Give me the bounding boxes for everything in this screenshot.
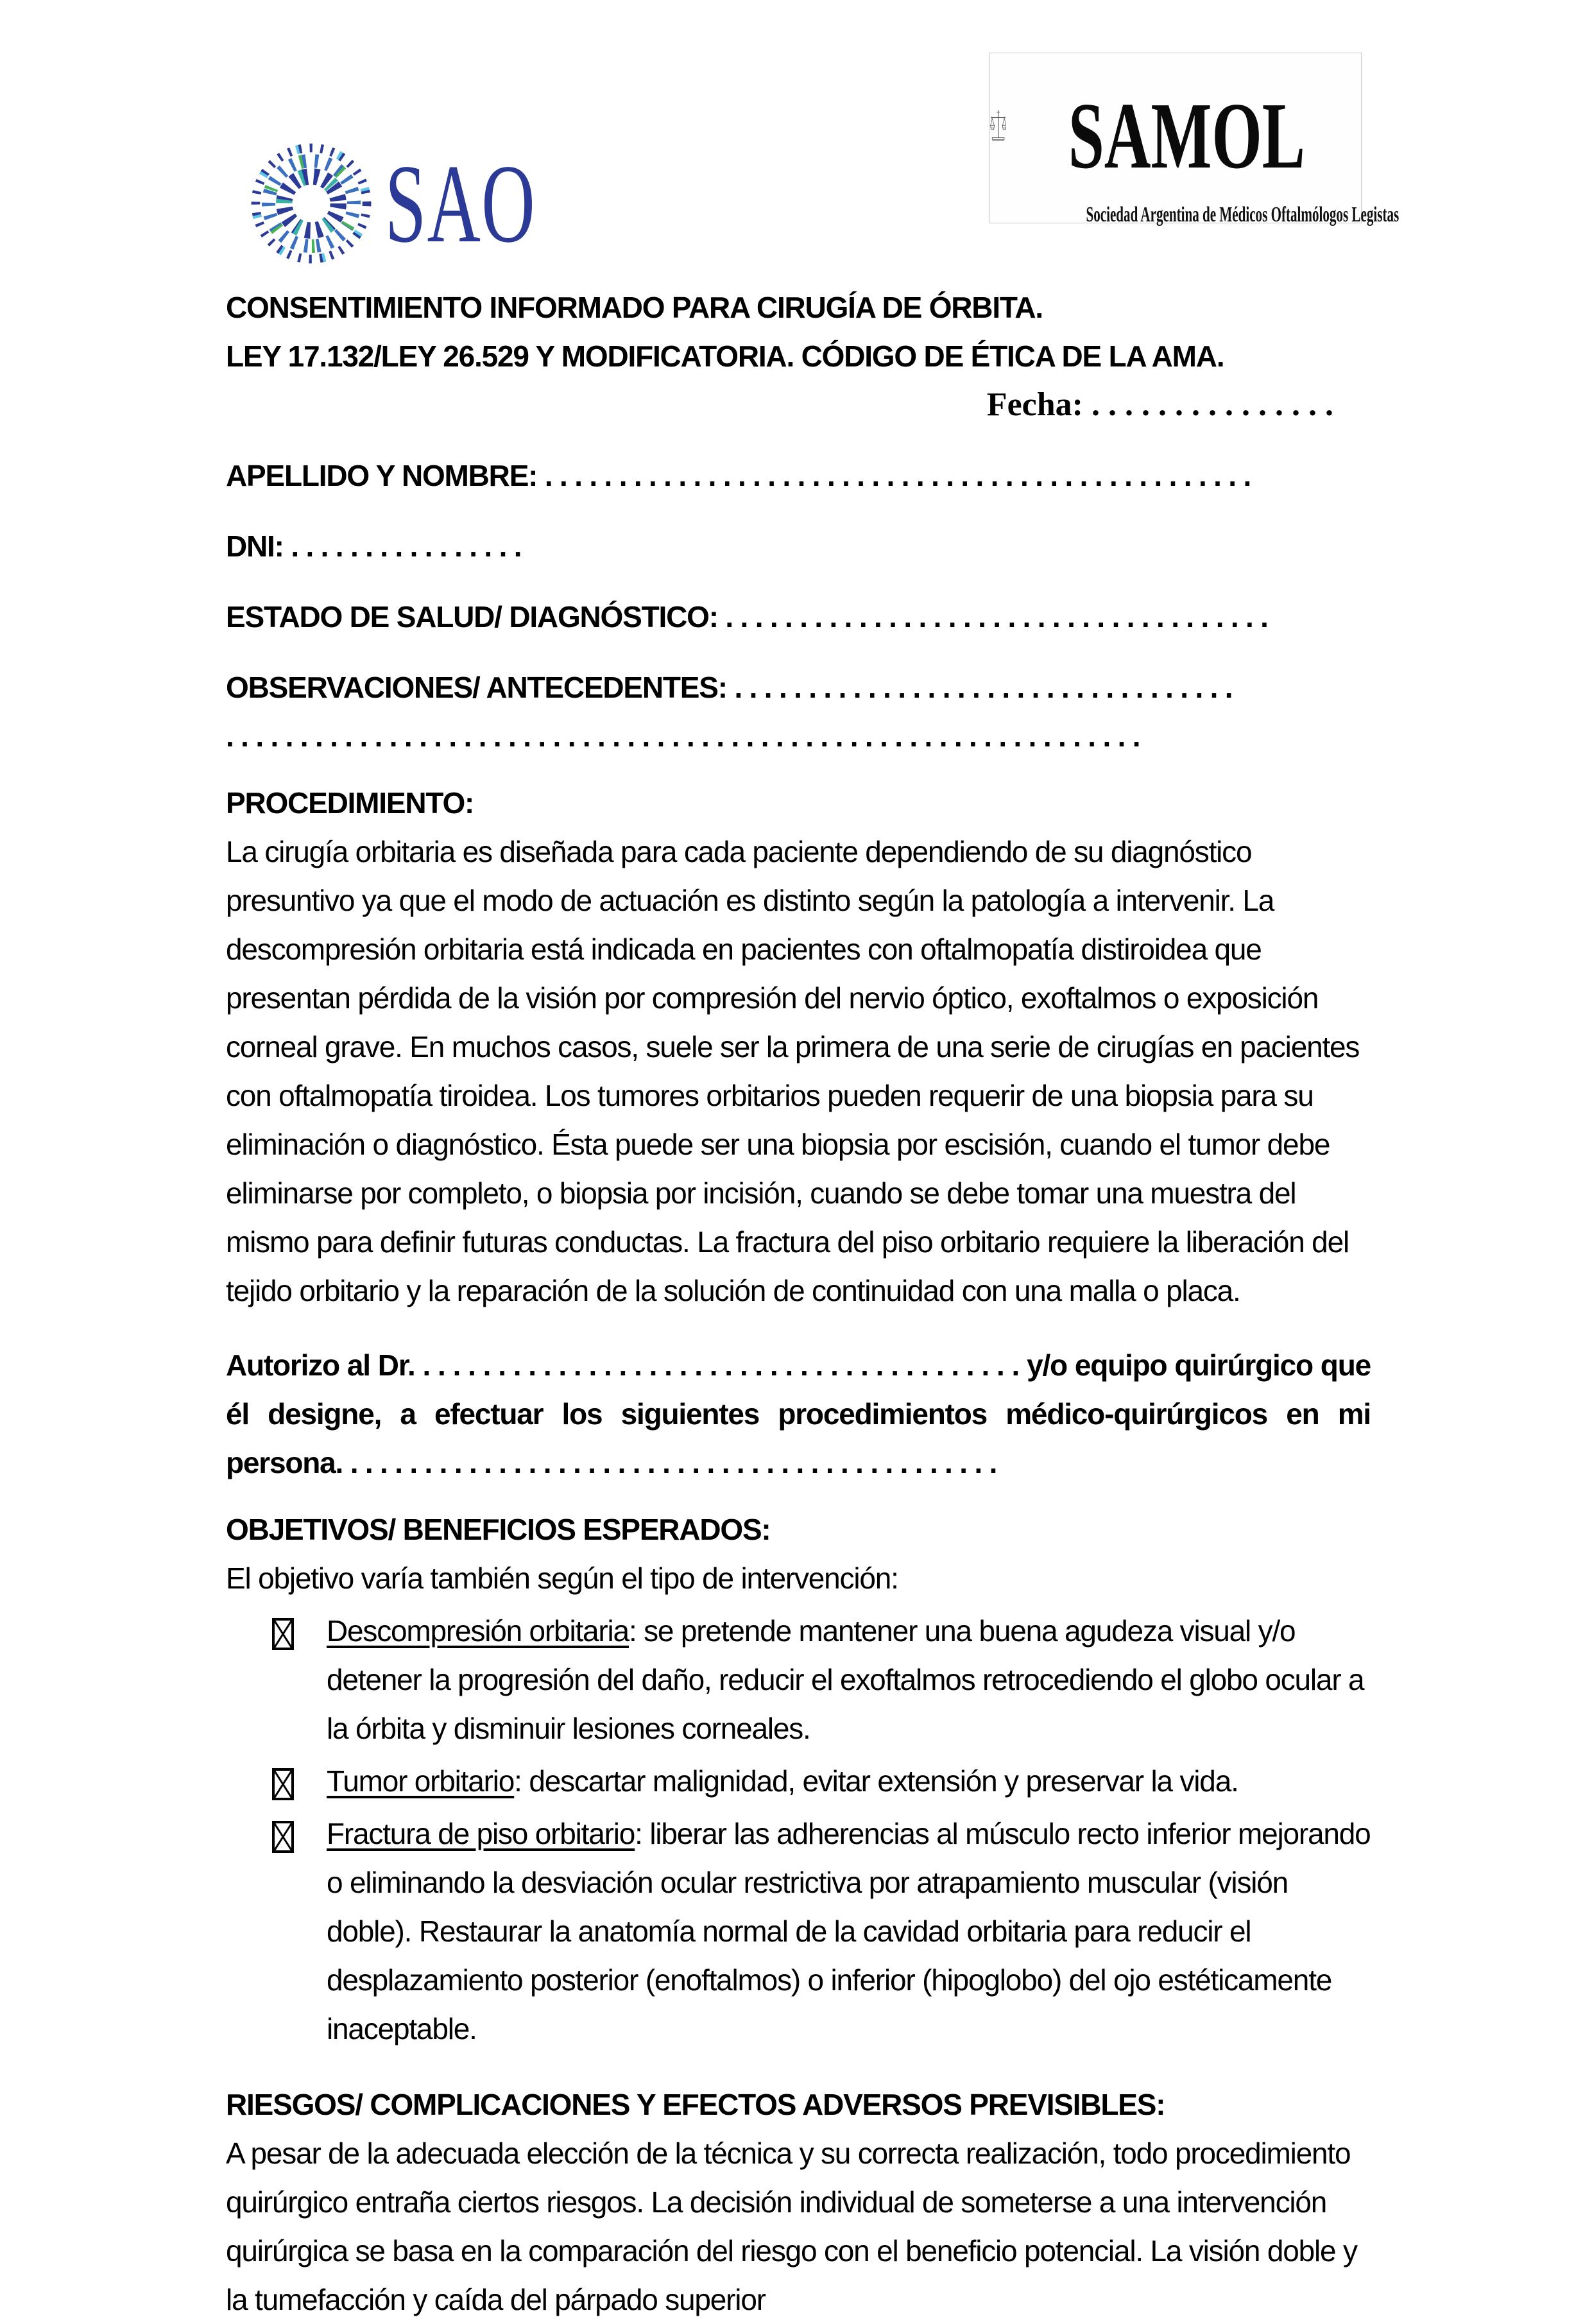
title-line-1: CONSENTIMIENTO INFORMADO PARA CIRUGÍA DE ÓRBITA. <box>226 291 1043 324</box>
procedimiento-heading: PROCEDIMIENTO: <box>226 786 474 820</box>
dni-fill-in[interactable]: . . . . . . . . . . . . . . . . <box>283 529 522 563</box>
list-text: : liberar las adherencias al músculo recto inferior mejorando o eliminando la desviación ocular restrictiva por atrapamiento muscular (visión doble). Restaurar la anatomía normal de la cavidad orbitaria para reducir el desplazamiento posterior (enoftalmos) o inferior (hipoglobo) del ojo estéticamente inaceptable. <box>327 1817 1371 2045</box>
objetivos-list <box>226 1606 1371 2053</box>
observaciones-label: OBSERVACIONES/ ANTECEDENTES: <box>226 671 727 704</box>
apellido-nombre-label: APELLIDO Y NOMBRE: <box>226 459 538 492</box>
list-text: : se pretende mantener una buena agudeza visual y/o detener la progresión del daño, reducir el exoftalmos retrocediendo el globo ocular a la órbita y disminuir lesiones corneales. <box>327 1614 1364 1745</box>
samol-logo-subtitle: Sociedad Argentina de Médicos Oftalmólogos Legistas <box>1086 203 1399 227</box>
list-text: : descartar malignidad, evitar extensión y preservar la vida. <box>514 1764 1238 1798</box>
sao-starburst-icon <box>250 142 372 264</box>
samol-logo-text: SAMOL <box>1068 83 1306 189</box>
list-item-descompresion <box>226 1606 1371 1753</box>
authorization-paragraph: Autorizo al Dr. . . . . . . . . . . . . . . . . . . . . . . . . . . . . . . . . . . . . . . . . y/o equipo quirúrgico que él designe, a efectuar los siguientes procedimientos médico-quirúrgicos en mi persona. . . . . . . . . . . . . . . . . . . . . . . . . . . . . . . . . . . . . . . . . . . . . <box>226 1348 1371 1479</box>
document-title <box>226 283 1371 381</box>
procedimiento-body: La cirugía orbitaria es diseñada para cada paciente dependiendo de su diagnóstico presuntivo ya que el modo de actuación es distinto según la patología a intervenir. La descompresión orbitaria está indicada en pacientes con oftalmopatía distiroidea que presentan pérdida de la visión por compresión del nervio óptico, exoftalmos o exposición corneal grave. En muchos casos, suele ser la primera de una serie de cirugías en pacientes con oftalmopatía tiroidea. Los tumores orbitarios pueden requerir de una biopsia para su eliminación o diagnóstico. Ésta puede ser una biopsia por escisión, cuando el tumor debe eliminarse por completo, o biopsia por incisión, cuando se debe tomar una muestra del mismo para definir futuras conductas. La fractura del piso orbitario requiere la liberación del tejido orbitario y la reparación de la solución de continuidad con una malla o placa. <box>226 835 1360 1307</box>
estado-salud-label: ESTADO DE SALUD/ DIAGNÓSTICO: <box>226 600 718 633</box>
document-header <box>226 54 1399 266</box>
estado-salud-fill-in[interactable]: . . . . . . . . . . . . . . . . . . . . . . . . . . . . . . . . . . . . . <box>717 600 1268 633</box>
list-item-tumor <box>226 1757 1371 1805</box>
riesgos-heading: RIESGOS/ COMPLICACIONES Y EFECTOS ADVERSOS PREVISIBLES: <box>226 2088 1165 2121</box>
date-line <box>226 381 1371 429</box>
sao-logo-text: SAO <box>385 141 536 266</box>
list-term: Tumor orbitario <box>327 1764 515 1798</box>
list-term: Descompresión orbitaria <box>327 1614 629 1648</box>
list-item-fractura <box>226 1809 1371 2053</box>
field-estado-salud <box>226 592 1371 641</box>
field-observaciones <box>226 663 1371 712</box>
observaciones-fill-in-line-2[interactable]: . . . . . . . . . . . . . . . . . . . . . . . . . . . . . . . . . . . . . . . . . . . . . . . . . . . . . . . . . . . . . . <box>226 719 1140 753</box>
list-term: Fractura de piso orbitario <box>327 1817 635 1850</box>
dni-label: DNI: <box>226 529 284 563</box>
balance-scale-icon <box>990 65 1006 185</box>
checkbox-bullet-icon <box>272 1615 294 1648</box>
checkbox-bullet-icon <box>272 1766 294 1798</box>
objetivos-intro: El objetivo varía también según el tipo de intervención: <box>226 1562 898 1595</box>
riesgos-body: A pesar de la adecuada elección de la técnica y su correcta realización, todo procedimiento quirúrgico entraña ciertos riesgos. La decisión individual de someterse a una intervención quirúrgica se basa en la comparación del riesgo con el beneficio potencial. La visión doble y la tumefacción y caída del párpado superior <box>226 2137 1357 2316</box>
checkbox-bullet-icon <box>272 1818 294 1850</box>
date-label: Fecha: <box>986 386 1083 423</box>
objetivos-heading: OBJETIVOS/ BENEFICIOS ESPERADOS: <box>226 1513 771 1546</box>
apellido-nombre-fill-in[interactable]: . . . . . . . . . . . . . . . . . . . . . . . . . . . . . . . . . . . . . . . . . . . . . . . . <box>537 459 1251 492</box>
title-line-2: LEY 17.132/LEY 26.529 Y MODIFICATORIA. CÓDIGO DE ÉTICA DE LA AMA. <box>226 340 1224 373</box>
observaciones-fill-in[interactable]: . . . . . . . . . . . . . . . . . . . . . . . . . . . . . . . . . . <box>726 671 1233 704</box>
date-fill-in[interactable]: . . . . . . . . . . . . . . . <box>1083 386 1333 423</box>
field-apellido-nombre <box>226 451 1371 500</box>
field-dni <box>226 522 1371 571</box>
sao-logo <box>250 142 613 264</box>
samol-logo <box>989 53 1399 227</box>
